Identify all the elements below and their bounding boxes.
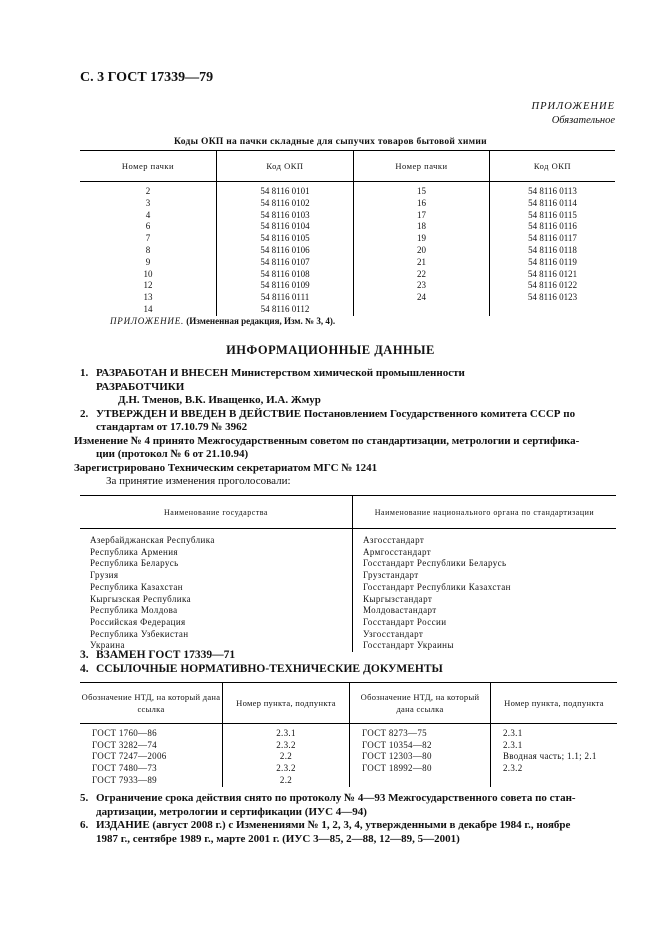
table-cell: 14 bbox=[143, 303, 153, 314]
table-row bbox=[80, 221, 615, 233]
table-cell: 20 bbox=[354, 245, 490, 257]
table-cell: Республика Казахстан bbox=[90, 581, 183, 592]
table-cell: ГОСТ 3282—74 bbox=[92, 739, 157, 750]
item-text: ВЗАМЕН ГОСТ 17339—71 bbox=[96, 649, 236, 661]
page-header: С. 3 ГОСТ 17339—79 bbox=[80, 70, 214, 85]
info-block bbox=[74, 367, 618, 489]
table-cell: ГОСТ 7480—73 bbox=[92, 763, 157, 774]
appendix-note-text: (Измененная редакция, Изм. № 3, 4). bbox=[186, 316, 336, 326]
table-cell: ГОСТ 7247—2006 bbox=[92, 751, 167, 762]
table-cell bbox=[350, 775, 491, 787]
table-cell: Украина bbox=[90, 640, 125, 651]
item-number: 2. bbox=[80, 407, 89, 420]
table-cell: 54 8116 0102 bbox=[217, 198, 354, 210]
table-cell: 9 bbox=[145, 256, 151, 267]
column-header: Код ОКП bbox=[490, 151, 616, 182]
table-cell: 2.3.1 bbox=[223, 724, 350, 740]
table-row bbox=[80, 269, 615, 281]
table-cell: Республика Армения bbox=[90, 546, 178, 557]
table-cell: 17 bbox=[354, 210, 490, 222]
table-cell: Грузия bbox=[90, 570, 119, 581]
table-cell: 2.2 bbox=[223, 751, 350, 763]
table-row bbox=[80, 257, 615, 269]
table-cell: 54 8116 0113 bbox=[490, 182, 616, 198]
table-cell: Грузстандарт bbox=[353, 570, 617, 582]
table-cell: 8 bbox=[145, 244, 151, 255]
table-cell: 54 8116 0122 bbox=[490, 280, 616, 292]
item-number: 3. bbox=[80, 649, 89, 661]
table-cell: 7 bbox=[145, 233, 151, 244]
table-cell: Госстандарт Украины bbox=[353, 640, 617, 652]
appendix-label: ПРИЛОЖЕНИЕ bbox=[531, 101, 615, 112]
info-item-6 bbox=[80, 819, 618, 833]
table-cell: 54 8116 0117 bbox=[490, 233, 616, 245]
column-header: Номер пункта, подпункта bbox=[223, 683, 350, 724]
appendix-status: Обязательное bbox=[551, 115, 615, 126]
ref-table-header bbox=[80, 683, 617, 724]
table-cell bbox=[490, 304, 616, 316]
column-header: Обозначение НТД, на который дана ссылка bbox=[80, 683, 223, 724]
table-row bbox=[80, 617, 616, 629]
table-row bbox=[80, 182, 615, 198]
appendix-note-label: ПРИЛОЖЕНИЕ. bbox=[110, 316, 185, 326]
table-cell: Азербайджанская Республика bbox=[90, 535, 215, 545]
table-cell: 10 bbox=[143, 268, 153, 279]
table-cell: 54 8116 0112 bbox=[217, 304, 354, 316]
item-text: ССЫЛОЧНЫЕ НОРМАТИВНО-ТЕХНИЧЕСКИЕ ДОКУМЕНТЫ bbox=[96, 662, 443, 675]
table-cell: 54 8116 0118 bbox=[490, 245, 616, 257]
table-row bbox=[80, 210, 615, 222]
column-header: Номер пачки bbox=[80, 151, 217, 182]
table-cell: 3 bbox=[145, 197, 151, 208]
footer-block bbox=[80, 792, 618, 846]
item-text-cont: стандартам от 17.10.79 № 3962 bbox=[96, 421, 248, 433]
table-row bbox=[80, 582, 616, 594]
table-cell: 54 8116 0107 bbox=[217, 257, 354, 269]
registered-text: Зарегистрировано Техническим секретариатом МГС № 1241 bbox=[74, 461, 378, 474]
appendix-note bbox=[110, 316, 335, 326]
table-row bbox=[80, 751, 617, 763]
table-cell: ГОСТ 12303—80 bbox=[350, 751, 491, 763]
table-cell: 2.3.2 bbox=[491, 763, 618, 775]
table-cell: 12 bbox=[143, 280, 153, 291]
column-header: Наименование национального органа по стандартизации bbox=[353, 496, 617, 529]
column-header: Обозначение НТД, на который дана ссылка bbox=[350, 683, 491, 724]
table-cell: Республика Молдова bbox=[90, 605, 178, 616]
column-header: Код ОКП bbox=[217, 151, 354, 182]
item-text: ИЗДАНИЕ (август 2008 г.) с Изменениями № 1, 2, 3, 4, утвержденными в декабре 1984 г., ноябре bbox=[96, 819, 571, 831]
table-cell: 2.3.2 bbox=[223, 740, 350, 752]
table-cell: 23 bbox=[354, 280, 490, 292]
table-cell: 16 bbox=[354, 198, 490, 210]
table-row bbox=[80, 594, 616, 606]
table-row bbox=[80, 570, 616, 582]
table-cell: 54 8116 0114 bbox=[490, 198, 616, 210]
item-text: УТВЕРЖДЕН И ВВЕДЕН В ДЕЙСТВИЕ Постановлением Государственного комитета СССР по bbox=[96, 407, 576, 420]
developers-label: РАЗРАБОТЧИКИ bbox=[96, 380, 185, 393]
table-cell: Азгосстандарт bbox=[353, 529, 617, 547]
column-header: Номер пункта, подпункта bbox=[491, 683, 618, 724]
item-number: 6. bbox=[80, 819, 89, 831]
table-cell: 54 8116 0106 bbox=[217, 245, 354, 257]
table-cell: 54 8116 0115 bbox=[490, 210, 616, 222]
column-header: Наименование государства bbox=[80, 496, 353, 529]
table-cell: ГОСТ 7933—89 bbox=[92, 774, 157, 785]
table-row bbox=[80, 233, 615, 245]
table-cell bbox=[491, 775, 618, 787]
table-cell: 24 bbox=[354, 292, 490, 304]
item-text: РАЗРАБОТАН И ВНЕСЕН Министерством химической промышленности bbox=[96, 367, 465, 379]
table-row bbox=[80, 529, 616, 547]
appendix-heading bbox=[532, 100, 616, 128]
info-item-1 bbox=[80, 367, 618, 381]
ref-table bbox=[80, 682, 617, 787]
item-number: 5. bbox=[80, 792, 89, 804]
states-table bbox=[80, 495, 616, 652]
info-title: ИНФОРМАЦИОННЫЕ ДАННЫЕ bbox=[226, 343, 435, 357]
column-header: Номер пачки bbox=[354, 151, 490, 182]
table-cell: Госстандарт Республики Беларусь bbox=[353, 558, 617, 570]
table-cell: Узгосстандарт bbox=[353, 629, 617, 641]
table-cell: 54 8116 0108 bbox=[217, 269, 354, 281]
table-cell: 2.2 bbox=[223, 775, 350, 787]
item-text: Ограничение срока действия снято по протоколу № 4—93 Межгосударственного совета по стан- bbox=[96, 792, 576, 804]
table-cell: 54 8116 0121 bbox=[490, 269, 616, 281]
change-4-text: Изменение № 4 принято Межгосударственным советом по стандартизации, метрологии и сертифика- bbox=[74, 434, 580, 447]
item-number: 1. bbox=[80, 367, 89, 379]
table-row bbox=[80, 198, 615, 210]
item-text-cont: 1987 г., сентябре 1989 г., марте 2001 г. (ИУС 3—85, 2—88, 12—89, 5—2001) bbox=[96, 832, 460, 845]
table-cell: 2 bbox=[145, 186, 151, 196]
table-row bbox=[80, 775, 617, 787]
table-row bbox=[80, 605, 616, 617]
table-cell: 54 8116 0111 bbox=[217, 292, 354, 304]
table-cell bbox=[354, 304, 490, 316]
table-cell: 19 bbox=[354, 233, 490, 245]
table-cell: 54 8116 0109 bbox=[217, 280, 354, 292]
table-row bbox=[80, 245, 615, 257]
table-cell: 18 bbox=[354, 221, 490, 233]
table-cell: 54 8116 0105 bbox=[217, 233, 354, 245]
table-cell: Кыргызстандарт bbox=[353, 594, 617, 606]
info-item-5 bbox=[80, 792, 618, 806]
item-text-cont: дартизации, метрологии и сертификации (ИУС 4—94) bbox=[96, 805, 367, 818]
table-cell: 13 bbox=[143, 292, 153, 303]
table-cell: 21 bbox=[354, 257, 490, 269]
developers-names: Д.Н. Тменов, В.К. Иващенко, И.А. Жмур bbox=[118, 394, 321, 406]
table-cell: ГОСТ 1760—86 bbox=[92, 728, 157, 738]
states-table-header bbox=[80, 496, 616, 529]
table-cell: Республика Узбекистан bbox=[90, 628, 189, 639]
table-cell: Молдовастандарт bbox=[353, 605, 617, 617]
table-cell: 54 8116 0104 bbox=[217, 221, 354, 233]
table-row bbox=[80, 304, 615, 316]
table-row bbox=[80, 740, 617, 752]
table-cell: 54 8116 0103 bbox=[217, 210, 354, 222]
table-row bbox=[80, 629, 616, 641]
info-item-3 bbox=[80, 649, 618, 663]
table-cell: Госстандарт Республики Казахстан bbox=[353, 582, 617, 594]
table-cell: Кыргызская Республика bbox=[90, 593, 192, 604]
item-number: 4. bbox=[80, 662, 89, 675]
table-row bbox=[80, 724, 617, 740]
table-row bbox=[80, 547, 616, 559]
table-cell: 54 8116 0123 bbox=[490, 292, 616, 304]
table-row bbox=[80, 280, 615, 292]
table-cell: Армгосстандарт bbox=[353, 547, 617, 559]
okp-table-title: Коды ОКП на пачки складные для сыпучих товаров бытовой химии bbox=[174, 137, 487, 147]
table-cell: 6 bbox=[145, 221, 151, 232]
table-cell: Российская Федерация bbox=[90, 616, 186, 627]
table-cell: ГОСТ 8273—75 bbox=[350, 724, 491, 740]
table-cell: 2.3.1 bbox=[491, 740, 618, 752]
table-cell: 54 8116 0101 bbox=[217, 182, 354, 198]
okp-table bbox=[80, 150, 615, 316]
table-cell: Республика Беларусь bbox=[90, 558, 179, 569]
change-4-text-cont: ции (протокол № 6 от 21.10.94) bbox=[96, 448, 249, 460]
sections-block bbox=[80, 649, 618, 676]
table-row bbox=[80, 763, 617, 775]
okp-table-header bbox=[80, 151, 615, 182]
table-cell: Госстандарт России bbox=[353, 617, 617, 629]
table-cell: 2.3.2 bbox=[223, 763, 350, 775]
table-cell: 4 bbox=[145, 209, 151, 220]
table-cell: 54 8116 0119 bbox=[490, 257, 616, 269]
table-row bbox=[80, 558, 616, 570]
info-item-2 bbox=[80, 408, 618, 422]
table-cell: 2.3.1 bbox=[491, 724, 618, 740]
table-cell: Вводная часть; 1.1; 2.1 bbox=[491, 751, 618, 763]
voted-text: За принятие изменения проголосовали: bbox=[106, 475, 291, 487]
table-cell: 15 bbox=[354, 182, 490, 198]
table-row bbox=[80, 292, 615, 304]
info-item-4 bbox=[80, 663, 618, 677]
table-cell: ГОСТ 18992—80 bbox=[350, 763, 491, 775]
table-cell: 22 bbox=[354, 269, 490, 281]
table-cell: ГОСТ 10354—82 bbox=[350, 740, 491, 752]
table-cell: 54 8116 0116 bbox=[490, 221, 616, 233]
